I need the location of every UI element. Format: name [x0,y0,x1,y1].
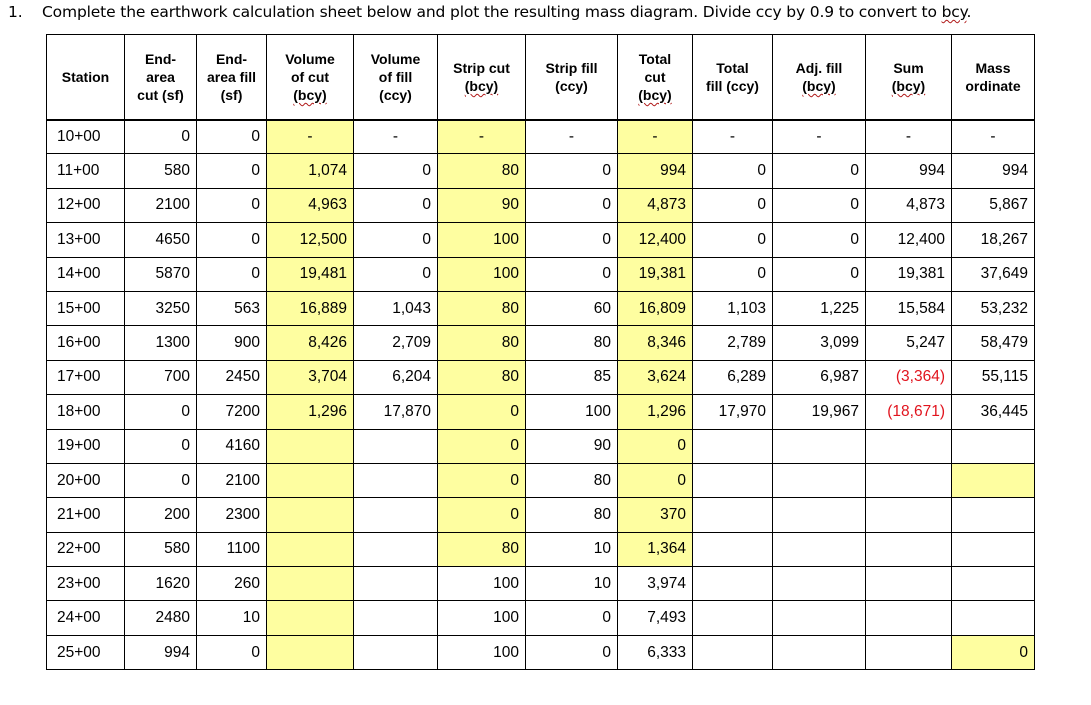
cell-end-area-fill: 0 [197,188,267,222]
cell-strip-cut: 90 [438,188,526,222]
cell-station: 19+00 [47,429,125,463]
cell-strip-cut: 80 [438,291,526,325]
header-adj-fill [773,35,866,120]
header-adj-fill-line1: Adj. fill [795,59,843,76]
cell-total-cut: 12,400 [618,223,693,257]
cell-end-area-fill: 4160 [197,429,267,463]
cell-end-area-cut: 200 [125,498,197,532]
cell-end-area-fill: 2100 [197,463,267,497]
cell-volume-of-fill: 0 [354,154,438,188]
header-sum-line2: (bcy) [891,77,926,94]
cell-total-fill [693,532,773,566]
cell-end-area-fill: 0 [197,257,267,291]
cell-total-fill [693,463,773,497]
cell-volume-of-cut [267,635,354,669]
cell-volume-of-fill: 6,204 [354,360,438,394]
cell-mass-ordinate [952,532,1035,566]
cell-strip-fill: 100 [526,395,618,429]
header-end-area-cut-line2: area [146,68,175,85]
header-total-fill-line1: Total [716,59,749,76]
cell-strip-fill: 0 [526,223,618,257]
cell-adj-fill [773,532,866,566]
instruction-number: 1. [8,3,23,21]
cell-strip-cut: 100 [438,257,526,291]
cell-adj-fill [773,463,866,497]
cell-strip-cut: 100 [438,635,526,669]
cell-total-cut: 6,333 [618,635,693,669]
table-row [47,326,1035,360]
table-row [47,120,1035,154]
cell-mass-ordinate [952,498,1035,532]
cell-mass-ordinate: 55,115 [952,360,1035,394]
cell-mass-ordinate [952,429,1035,463]
cell-volume-of-fill [354,498,438,532]
cell-end-area-cut: 700 [125,360,197,394]
header-strip-fill-line1: Strip fill [545,59,598,76]
header-total-cut-line3: (bcy) [638,86,672,103]
cell-end-area-fill: 0 [197,120,267,154]
cell-strip-cut: 80 [438,154,526,188]
header-total-cut-line2: cut [644,68,666,85]
cell-volume-of-cut [267,498,354,532]
cell-adj-fill: 0 [773,188,866,222]
header-volume-of-fill-line3: (ccy) [379,86,412,103]
cell-adj-fill [773,429,866,463]
cell-volume-of-fill: 17,870 [354,395,438,429]
cell-total-fill [693,601,773,635]
cell-total-fill [693,498,773,532]
header-volume-of-fill-line1: Volume [370,50,421,67]
cell-end-area-cut: 3250 [125,291,197,325]
cell-strip-fill: 80 [526,463,618,497]
cell-mass-ordinate: 37,649 [952,257,1035,291]
table-row [47,635,1035,669]
cell-adj-fill [773,498,866,532]
cell-total-fill: 0 [693,188,773,222]
header-end-area-fill-line1: End- [215,50,248,67]
cell-volume-of-fill [354,601,438,635]
header-strip-cut [438,35,526,120]
header-total-cut [618,35,693,120]
cell-sum [866,498,952,532]
cell-station: 15+00 [47,291,125,325]
cell-end-area-cut: 2100 [125,188,197,222]
cell-total-fill: 2,789 [693,326,773,360]
header-volume-of-cut-line2: of cut [290,68,330,85]
cell-station: 13+00 [47,223,125,257]
cell-end-area-fill: 563 [197,291,267,325]
cell-volume-of-cut: 1,074 [267,154,354,188]
cell-volume-of-fill: - [354,120,438,154]
cell-volume-of-cut [267,532,354,566]
cell-strip-fill: 0 [526,257,618,291]
cell-adj-fill: 0 [773,257,866,291]
cell-volume-of-fill: 2,709 [354,326,438,360]
cell-strip-fill: 60 [526,291,618,325]
cell-mass-ordinate: 5,867 [952,188,1035,222]
header-end-area-fill [197,35,267,120]
cell-volume-of-cut: 8,426 [267,326,354,360]
cell-end-area-fill: 7200 [197,395,267,429]
cell-strip-fill: 0 [526,188,618,222]
header-mass-ordinate-line2: ordinate [965,77,1021,94]
cell-volume-of-cut [267,567,354,601]
table-row [47,188,1035,222]
instruction-unit: bcy [941,3,967,21]
cell-end-area-fill: 2300 [197,498,267,532]
cell-volume-of-fill: 0 [354,188,438,222]
cell-volume-of-cut [267,463,354,497]
cell-mass-ordinate [952,601,1035,635]
header-volume-of-cut-line1: Volume [285,50,335,67]
cell-total-cut: 1,296 [618,395,693,429]
header-strip-fill-line2: (ccy) [555,77,588,94]
cell-total-cut: 8,346 [618,326,693,360]
cell-volume-of-cut: 19,481 [267,257,354,291]
cell-mass-ordinate: - [952,120,1035,154]
cell-strip-fill: 90 [526,429,618,463]
cell-total-cut: - [618,120,693,154]
cell-volume-of-fill [354,463,438,497]
cell-end-area-fill: 10 [197,601,267,635]
table-row [47,429,1035,463]
header-total-fill [693,35,773,120]
header-strip-fill [526,35,618,120]
cell-end-area-cut: 2480 [125,601,197,635]
cell-station: 16+00 [47,326,125,360]
header-strip-cut-line1: Strip cut [453,59,510,76]
cell-total-cut: 1,364 [618,532,693,566]
cell-strip-cut: 80 [438,326,526,360]
header-end-area-cut-line1: End- [144,50,177,67]
cell-end-area-cut: 580 [125,154,197,188]
cell-strip-cut: 0 [438,498,526,532]
cell-station: 21+00 [47,498,125,532]
cell-strip-cut: 80 [438,360,526,394]
header-total-fill-line2: fill (ccy) [706,77,759,94]
cell-total-cut: 16,809 [618,291,693,325]
cell-total-fill: 0 [693,154,773,188]
cell-end-area-fill: 0 [197,223,267,257]
cell-mass-ordinate: 18,267 [952,223,1035,257]
cell-station: 18+00 [47,395,125,429]
cell-station: 22+00 [47,532,125,566]
cell-strip-cut: 100 [438,567,526,601]
cell-strip-cut: 100 [438,223,526,257]
table-row [47,463,1035,497]
header-end-area-fill-line3: (sf) [220,86,243,103]
cell-mass-ordinate: 58,479 [952,326,1035,360]
cell-station: 11+00 [47,154,125,188]
header-row [47,35,1035,120]
cell-sum: 4,873 [866,188,952,222]
cell-end-area-fill: 2450 [197,360,267,394]
instruction-text [8,3,971,21]
cell-sum: (3,364) [866,360,952,394]
header-adj-fill-line2: (bcy) [802,77,836,94]
cell-mass-ordinate: 0 [952,635,1035,669]
cell-volume-of-fill [354,567,438,601]
header-total-cut-line1: Total [638,50,672,67]
cell-end-area-fill: 1100 [197,532,267,566]
cell-volume-of-cut: 12,500 [267,223,354,257]
cell-strip-fill: 85 [526,360,618,394]
cell-total-cut: 3,624 [618,360,693,394]
cell-sum [866,532,952,566]
cell-strip-fill: 80 [526,498,618,532]
cell-sum [866,601,952,635]
cell-end-area-fill: 900 [197,326,267,360]
cell-total-fill: 6,289 [693,360,773,394]
header-volume-of-cut [267,35,354,120]
cell-total-fill [693,429,773,463]
cell-adj-fill: 1,225 [773,291,866,325]
cell-volume-of-fill [354,635,438,669]
header-end-area-fill-line2: area fill [206,68,257,85]
header-end-area-cut-line3: cut (sf) [137,86,184,103]
cell-strip-cut: 0 [438,429,526,463]
cell-volume-of-cut [267,601,354,635]
cell-mass-ordinate: 53,232 [952,291,1035,325]
header-sum [866,35,952,120]
cell-mass-ordinate [952,463,1035,497]
table-row [47,498,1035,532]
cell-end-area-cut: 0 [125,463,197,497]
instruction-body: Complete the earthwork calculation sheet below and plot the resulting mass diagram. Divide ccy by 0.9 to convert to [42,3,942,21]
cell-mass-ordinate [952,567,1035,601]
cell-end-area-cut: 1300 [125,326,197,360]
cell-sum: 994 [866,154,952,188]
cell-strip-cut: 80 [438,532,526,566]
cell-volume-of-fill [354,532,438,566]
cell-sum: 12,400 [866,223,952,257]
cell-station: 23+00 [47,567,125,601]
cell-mass-ordinate: 994 [952,154,1035,188]
table-row [47,567,1035,601]
cell-total-cut: 7,493 [618,601,693,635]
header-sum-line1: Sum [893,59,924,76]
cell-volume-of-fill: 0 [354,223,438,257]
cell-total-fill: 0 [693,257,773,291]
cell-total-fill: 1,103 [693,291,773,325]
cell-sum [866,429,952,463]
cell-strip-fill: 0 [526,635,618,669]
header-volume-of-fill-line2: of fill [378,68,413,85]
cell-sum: 19,381 [866,257,952,291]
cell-station: 24+00 [47,601,125,635]
cell-volume-of-fill: 0 [354,257,438,291]
cell-total-fill [693,635,773,669]
cell-mass-ordinate: 36,445 [952,395,1035,429]
header-volume-of-cut-line3: (bcy) [293,86,327,103]
cell-volume-of-cut: - [267,120,354,154]
cell-end-area-fill: 0 [197,635,267,669]
cell-volume-of-fill [354,429,438,463]
cell-total-cut: 19,381 [618,257,693,291]
cell-strip-cut: - [438,120,526,154]
cell-volume-of-cut: 16,889 [267,291,354,325]
cell-volume-of-cut: 4,963 [267,188,354,222]
table-row [47,223,1035,257]
header-mass-ordinate [952,35,1035,120]
cell-end-area-cut: 5870 [125,257,197,291]
cell-station: 17+00 [47,360,125,394]
cell-total-fill: 17,970 [693,395,773,429]
header-station [47,35,125,120]
cell-sum: 15,584 [866,291,952,325]
header-end-area-cut [125,35,197,120]
cell-total-fill: 0 [693,223,773,257]
table-row [47,360,1035,394]
cell-volume-of-fill: 1,043 [354,291,438,325]
cell-sum: 5,247 [866,326,952,360]
header-mass-ordinate-line1: Mass [975,59,1011,76]
cell-station: 14+00 [47,257,125,291]
cell-strip-fill: 0 [526,154,618,188]
cell-station: 20+00 [47,463,125,497]
cell-adj-fill [773,601,866,635]
table-body [47,120,1035,670]
cell-total-cut: 994 [618,154,693,188]
cell-total-cut: 0 [618,463,693,497]
cell-station: 25+00 [47,635,125,669]
cell-end-area-cut: 4650 [125,223,197,257]
cell-strip-fill: 10 [526,567,618,601]
cell-end-area-fill: 260 [197,567,267,601]
cell-strip-cut: 0 [438,395,526,429]
cell-total-cut: 370 [618,498,693,532]
cell-end-area-cut: 0 [125,429,197,463]
cell-end-area-cut: 580 [125,532,197,566]
cell-adj-fill: 6,987 [773,360,866,394]
cell-strip-cut: 100 [438,601,526,635]
cell-adj-fill: 3,099 [773,326,866,360]
cell-total-cut: 4,873 [618,188,693,222]
cell-adj-fill: - [773,120,866,154]
cell-strip-fill: 0 [526,601,618,635]
cell-end-area-fill: 0 [197,154,267,188]
cell-station: 12+00 [47,188,125,222]
cell-adj-fill: 19,967 [773,395,866,429]
earthwork-table [46,34,1035,670]
cell-total-cut: 3,974 [618,567,693,601]
table-row [47,601,1035,635]
cell-sum [866,463,952,497]
cell-adj-fill: 0 [773,223,866,257]
cell-sum [866,567,952,601]
cell-sum [866,635,952,669]
table-row [47,257,1035,291]
cell-end-area-cut: 994 [125,635,197,669]
cell-adj-fill [773,567,866,601]
header-station-line1: Station [61,68,110,85]
cell-station: 10+00 [47,120,125,154]
cell-end-area-cut: 0 [125,120,197,154]
cell-strip-cut: 0 [438,463,526,497]
table-row [47,395,1035,429]
cell-volume-of-cut [267,429,354,463]
instruction-period: . [966,3,972,21]
header-strip-cut-line2: (bcy) [464,77,499,94]
header-volume-of-fill [354,35,438,120]
cell-total-fill [693,567,773,601]
cell-volume-of-cut: 3,704 [267,360,354,394]
table-row [47,291,1035,325]
table-row [47,154,1035,188]
cell-volume-of-cut: 1,296 [267,395,354,429]
cell-adj-fill [773,635,866,669]
cell-total-cut: 0 [618,429,693,463]
cell-strip-fill: - [526,120,618,154]
cell-end-area-cut: 1620 [125,567,197,601]
cell-sum: - [866,120,952,154]
table-row [47,532,1035,566]
cell-total-fill: - [693,120,773,154]
cell-sum: (18,671) [866,395,952,429]
cell-adj-fill: 0 [773,154,866,188]
cell-strip-fill: 10 [526,532,618,566]
cell-strip-fill: 80 [526,326,618,360]
cell-end-area-cut: 0 [125,395,197,429]
